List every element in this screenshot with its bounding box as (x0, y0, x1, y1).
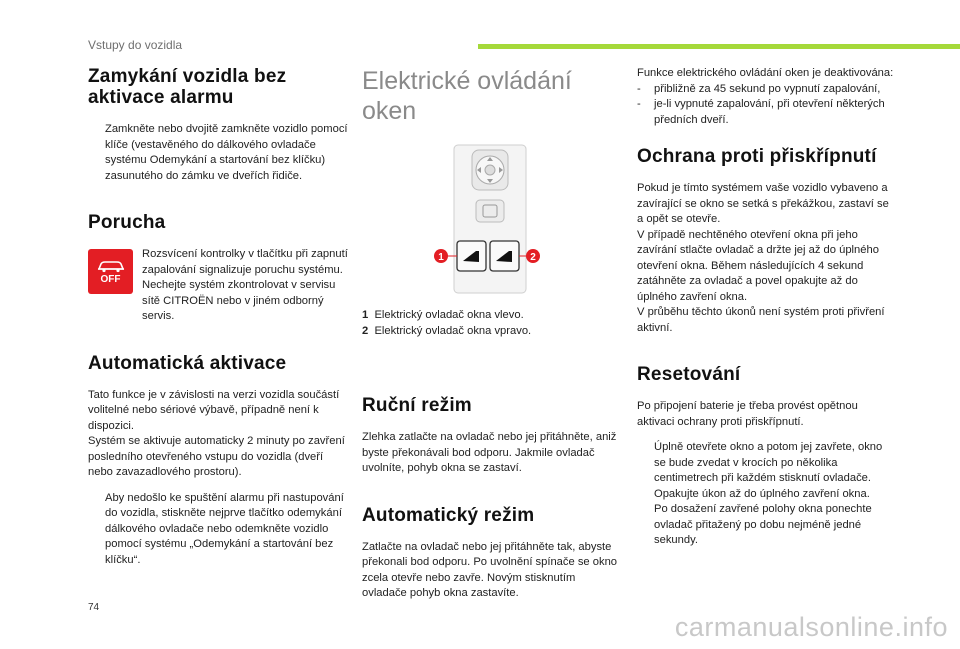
heading-automatic-mode: Automatický režim (362, 504, 535, 526)
bullet-reset-1: Úplně otevřete okno a potom jej zavřete, okno se bude zvedat v krocích po několika centimetrech při každém stisknutí ovladače. (637, 440, 895, 487)
window-switch-figure (362, 144, 620, 294)
bullet-reset-3: Po dosažení zavřené polohy okna ponechte ovladač přitažený po dobu nejméně jedné sekundy. (637, 502, 895, 549)
alarm-off-icon (88, 249, 133, 294)
column-right (637, 66, 895, 559)
auto-para-2: Systém se aktivuje automaticky 2 minuty po zavření posledního otevřeného vstupu do vozidla (dveří nebo zavazadlového prostoru). (88, 435, 345, 478)
bullet-marker (637, 502, 654, 549)
heading-manual-mode: Ruční režim (362, 395, 472, 416)
section-title: Vstupy do vozidla (88, 38, 183, 52)
heading-reset: Resetování (637, 364, 741, 385)
fault-text-2: Nechejte systém zkontrolovat v servisu sítě CITROËN nebo v jiném odborný servis. (142, 279, 336, 322)
heading-electric-windows: Elektrické ovládání oken (362, 67, 572, 125)
pinch-para-2: V případě nechtěného otevření okna při jeho zavírání stlačte ovladač a držte jej až do úplného otevření okna. Během následujících 4 sekund zatáhněte za ovladač a povel opakujte až do úplného zavření okna. (637, 228, 879, 303)
heading-lock-no-alarm: Zamykání vozidla bez aktivace alarmu (88, 66, 287, 108)
fault-text (142, 247, 350, 325)
caption-item-1: 1 Elektrický ovladač okna vlevo. (362, 309, 524, 321)
bullet-auto-text: Aby nedošlo ke spuštění alarmu při nastupování do vozidla, stiskněte nejprve tlačítko odemykání dálkového ovladače nebo odemkněte vozidlo pomocí systému „Odemykání a startování bez klíčku“. (105, 491, 344, 566)
reset-para: Po připojení baterie je třeba provést opětnou aktivaci ochrany proti přiskřípnutí. (637, 400, 858, 428)
bullet-marker (637, 440, 654, 487)
bullet-reset-2: Opakujte úkon až do úplného zavření okna. (637, 487, 895, 503)
pinch-para-3: V průběhu těchto úkonů není systém proti přivření aktivní. (637, 306, 885, 334)
caption-item-2: 2 Elektrický ovladač okna vpravo. (362, 324, 532, 337)
page-number: 74 (88, 602, 100, 613)
bullet-marker (88, 122, 105, 184)
window-switch-panel-illustration (362, 144, 620, 294)
column-middle (362, 66, 620, 612)
fault-text-1: Rozsvícení kontrolky v tlačítku při zapnutí zapalování signalizuje poruchu systému. (142, 248, 348, 276)
bullet-marker (88, 491, 105, 569)
automatic-para: Zatlačte na ovladač nebo jej přitáhněte tak, abyste překonali bod odporu. Po uvolnění spínače se okno zcela otevře nebo zavře. Novým stisknutím ovladače pohyb okna zastavíte. (362, 540, 618, 599)
bullet-lock (88, 122, 350, 184)
bullet-marker (637, 487, 654, 503)
off-label: OFF (100, 273, 121, 285)
heading-fault: Porucha (88, 212, 166, 233)
car-icon (96, 259, 126, 273)
callout-2: 2 (530, 252, 536, 263)
figure-caption (362, 308, 620, 339)
auto-para-1: Tato funkce je v závislosti na verzi vozidla součástí volitelné nebo sériové výbavě, případně není k dispozici. (88, 388, 340, 432)
bullet-auto (88, 491, 350, 569)
watermark: carmanualsonline.info (674, 612, 948, 642)
dash-item-1: - přibližně za 45 sekund po vypnutí zapalování, (637, 82, 881, 95)
dash-item-2: - je-li vypnuté zapalování, při otevření některých předních dveří. (637, 98, 885, 126)
fault-block (88, 247, 350, 325)
deactivation-intro: Funkce elektrického ovládání oken je deaktivována: (637, 67, 894, 79)
column-left (88, 66, 350, 578)
pinch-para-1: Pokud je tímto systémem vaše vozidlo vybaveno a zavírající se okno se setká s překážkou, zastaví se a opět se otevře. (637, 182, 889, 225)
section-accent-bar (478, 44, 960, 49)
callout-1: 1 (438, 252, 444, 263)
bullet-lock-text: Zamkněte nebo dvojitě zamkněte vozidlo pomocí klíče (vestavěného do dálkového ovladače systému Odemykání a startování bez klíčku) zasunutého do zámku ve dveřích řidiče. (105, 123, 348, 182)
heading-anti-pinch: Ochrana proti přiskřípnutí (637, 146, 877, 167)
manual-para: Zlehka zatlačte na ovladač nebo jej přitáhněte, aniž byste překonávali bod odporu. Jakmile ovladač uvolníte, pohyb okna se zastaví. (362, 431, 617, 474)
heading-auto-activation: Automatická aktivace (88, 352, 287, 374)
